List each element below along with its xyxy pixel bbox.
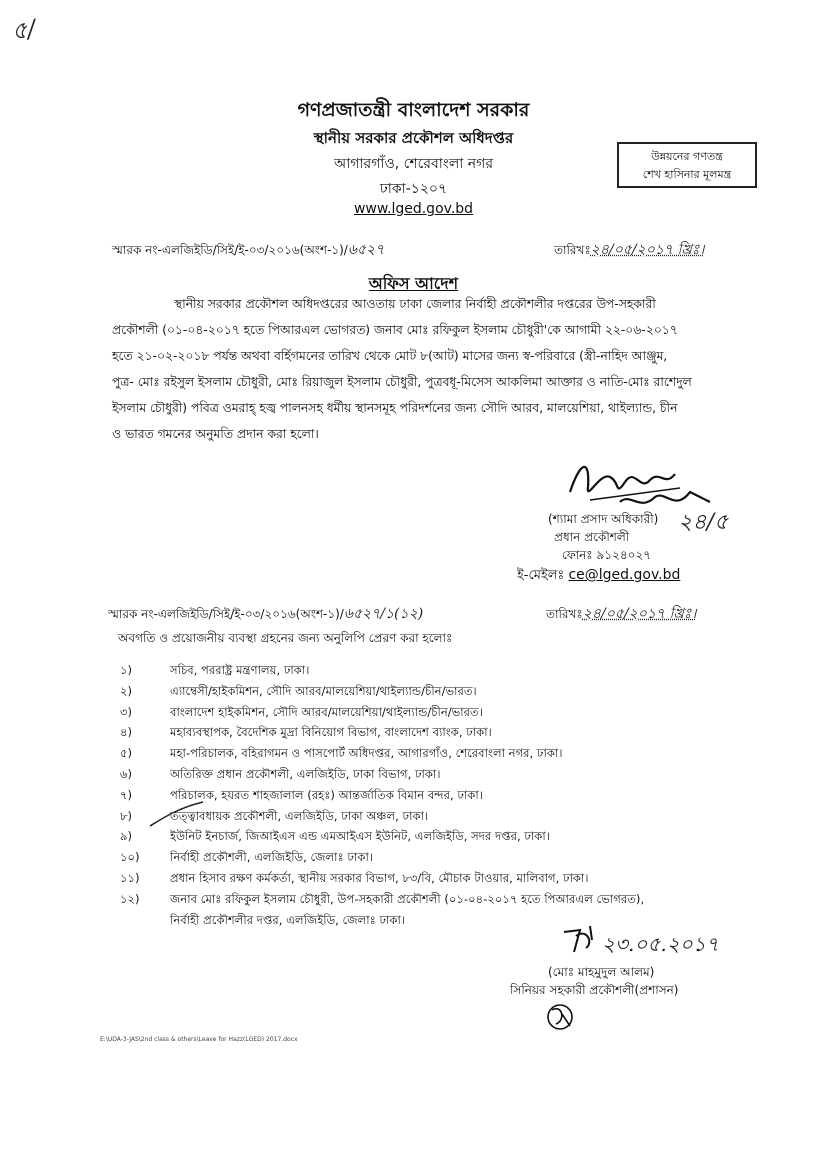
copy-memo-ref-label: স্মারক নং-এলজিইডি/সিই/ই-০৩/২০১৬(অংশ-১)/ [108, 607, 344, 621]
list-item-text: বাংলাদেশ হাইকমিশন, সৌদি আরব/মালয়েশিয়া/থাইল্যান্ড/চীন/ভারত। [170, 704, 483, 719]
copy-memo-date [546, 602, 696, 626]
list-item-text: তত্ত্বাবধায়ক প্রকৌশলী, এলজিইডি, ঢাকা অঞ্চল, ঢাকা। [170, 808, 429, 823]
list-item [120, 743, 644, 764]
department-city: ঢাকা-১২০৭ [379, 181, 448, 197]
signatory-designation: প্রধান প্রকৌশলী [554, 530, 630, 544]
list-item [120, 681, 644, 702]
memo-ref-number: ৬৫২৭ [347, 242, 385, 258]
department-name: স্থানীয় সরকার প্রকৌশল অধিদপ্তর [313, 129, 514, 147]
list-item-text: অতিরিক্ত প্রধান প্রকৌশলী, এলজিইডি, ঢাকা বিভাগ, ঢাকা। [170, 766, 441, 781]
list-item-number: ১) [120, 663, 133, 677]
copy-memo-reference [108, 602, 423, 626]
slogan-box [617, 142, 757, 188]
memo-date [554, 238, 704, 262]
slogan-line-1: উন্নয়নের গণতন্ত্র [651, 150, 723, 163]
list-item [120, 660, 644, 681]
government-title: গণপ্রজাতন্ত্রী বাংলাদেশ সরকার [297, 99, 530, 121]
list-item-text: এ্যাম্বেসী/হাইকমিশন, সৌদি আরব/মালয়েশিয়া/থাইল্যান্ড/চীন/ভারত। [170, 683, 477, 698]
list-item-number: ৪) [120, 725, 133, 740]
list-item-text: জনাব মোঃ রফিকুল ইসলাম চৌধুরী, উপ-সহকারী প্রকৌশলী (০১-০৪-২০১৭ হতে পিআরএল ভোগরত), [170, 891, 645, 906]
memo-date-label: তারিখঃ [554, 243, 591, 257]
signatory2-block [510, 963, 679, 999]
list-item-number: ৯) [120, 829, 133, 844]
memo-ref-label: স্মারক নং-এলজিইডি/সিই/ই-০৩/২০১৬(অংশ-১)/ [112, 243, 348, 257]
list-item-text: সচিব, পররাষ্ট্র মন্ত্রণালয়, ঢাকা। [170, 663, 310, 677]
list-item-text: পরিচালক, হযরত শাহজালাল (রহঃ) আন্তর্জাতিক বিমান বন্দর, ঢাকা। [170, 787, 483, 802]
slogan-line-2: শেখ হাসিনার মূলমন্ত্র [642, 168, 732, 181]
list-item [120, 868, 644, 889]
list-item-number: ৬) [120, 766, 133, 781]
signatory2-name: (মোঃ মাহমুদুল আলম) [548, 965, 655, 979]
department-address: আগারগাঁও, শেরেবাংলা নগর [333, 156, 494, 172]
memo-reference [112, 238, 384, 262]
signatory-phone: ফোনঃ ৯১২৪০২৭ [562, 548, 652, 562]
copy-memo-date-label: তারিখঃ [546, 607, 583, 621]
order-line: প্রকৌশলী (০১-০৪-২০১৭ হতে পিআরএল ভোগরত) জনাব মোঃ রফিকুল ইসলাম চৌধুরী'কে আগামী ২২-০৬-২০১৭ [112, 323, 678, 337]
memo-date-value: ২৪/০৫/২০১৭ খ্রিঃ। [590, 242, 705, 258]
list-item-number: ৭) [120, 787, 133, 802]
order-line: স্থানীয় সরকার প্রকৌশল অধিদপ্তরের আওতায় ঢাকা জেলার নির্বাহী প্রকৌশলীর দপ্তরের উপ-সহকারী [174, 297, 656, 311]
list-item-number: ৩) [120, 704, 133, 719]
list-item-text: নির্বাহী প্রকৌশলী, এলজিইডি, জেলাঃ ঢাকা। [170, 850, 373, 865]
order-line: ও ভারত গমনের অনুমতি প্রদান করা হলো। [112, 427, 319, 441]
list-item-text: ইউনিট ইনচার্জ, জিআইএস এন্ড এমআইএস ইউনিট, এলজিইডি, সদর দপ্তর, ঢাকা। [170, 829, 550, 844]
initials-mark [540, 1000, 580, 1034]
signatory-handwritten-date: ২৪/৫ [678, 510, 729, 535]
signatory2-handwritten-date: ২৩.০৫.২০১৭ [602, 932, 719, 956]
list-item-number: ১১) [120, 870, 140, 885]
list-item-number: ৮) [120, 808, 133, 823]
order-title-text: অফিস আদেশ [368, 274, 459, 293]
list-item-text: মহা-পরিচালক, বহিরাগমন ও পাসপোর্ট অধিদপ্তর, আগারগাঁও, শেরেবাংলা নগর, ঢাকা। [170, 746, 563, 761]
list-item [120, 764, 644, 785]
copy-memo-date-value: ২৪/০৫/২০১৭ খ্রিঃ। [582, 606, 697, 622]
corner-handwritten-mark: ৫/ [9, 14, 38, 46]
copy-intro: অবগতি ও প্রয়োজনীয় ব্যবস্থা গ্রহনের জন্য অনুলিপি প্রেরণ করা হলোঃ [118, 631, 453, 645]
list-item-number: ২) [120, 683, 133, 698]
signatory2-designation: সিনিয়র সহকারী প্রকৌশলী(প্রশাসন) [510, 983, 679, 997]
copy-memo-ref-number: ৬৫২৭/১(১২) [343, 606, 424, 622]
copy-list [120, 660, 644, 930]
order-line: হতে ২১-০২-২০১৮ পর্যন্ত অথবা বর্হিগমনের তারিখ থেকে মোট ৮(আট) মাসের জন্য স্ব-পরিবারে (স্ত্রী-নাহিদ আঞ্জুম, [112, 349, 668, 363]
list-item [120, 889, 644, 910]
list-item [120, 722, 644, 743]
list-item-number: ১০) [120, 850, 140, 865]
list-item-text: মহাব্যবস্থাপক, বৈদেশিক মুদ্রা বিনিয়োগ বিভাগ, বাংলাদেশ ব্যাংক, ঢাকা। [170, 725, 492, 740]
signatory-email-row [517, 566, 680, 587]
order-body [112, 291, 722, 447]
website-link[interactable]: www.lged.gov.bd [353, 201, 474, 217]
list-item-text: প্রধান হিসাব রক্ষণ কর্মকর্তা, স্থানীয় সরকার বিভাগ, ৮৩/বি, মৌচাক টাওয়ার, মালিবাগ, ঢাকা। [170, 870, 589, 885]
signatory-email-label: ই-মেইলঃ [517, 568, 565, 583]
signatory-name: (শ্যামা প্রসাদ অধিকারী) [548, 512, 659, 526]
list-item [120, 702, 644, 723]
signatory-block [548, 510, 658, 564]
list-item-number: ৫) [120, 746, 133, 761]
order-line: পুত্র- মোঃ রইসুল ইসলাম চৌধুরী, মোঃ রিয়াজুল ইসলাম চৌধুরী, পুত্রবধূ-মিসেস আকলিমা আক্তার ও নাতি-মোঃ রাশেদুল [112, 375, 692, 389]
handwritten-strike-mark [148, 800, 208, 830]
list-item-number: ১২) [120, 891, 140, 906]
list-item-text: নির্বাহী প্রকৌশলীর দপ্তর, এলজিইডি, জেলাঃ ঢাকা। [170, 912, 406, 927]
list-item [120, 847, 644, 868]
footer-file-path: E:\UDA-3-JAS\2nd class & others\Leave for Hazz(LGED) 2017.docx [100, 1036, 298, 1043]
order-line: ইসলাম চৌধুরী) পবিত্র ওমরাহ্ হজ্ব পালনসহ ধর্মীয় স্থানসমূহ পরিদর্শনের জন্য সৌদি আরব, মালয়েশিয়া, থাইল্যান্ড, চীন [112, 401, 678, 415]
signatory-email-link[interactable]: ce@lged.gov.bd [568, 567, 681, 583]
